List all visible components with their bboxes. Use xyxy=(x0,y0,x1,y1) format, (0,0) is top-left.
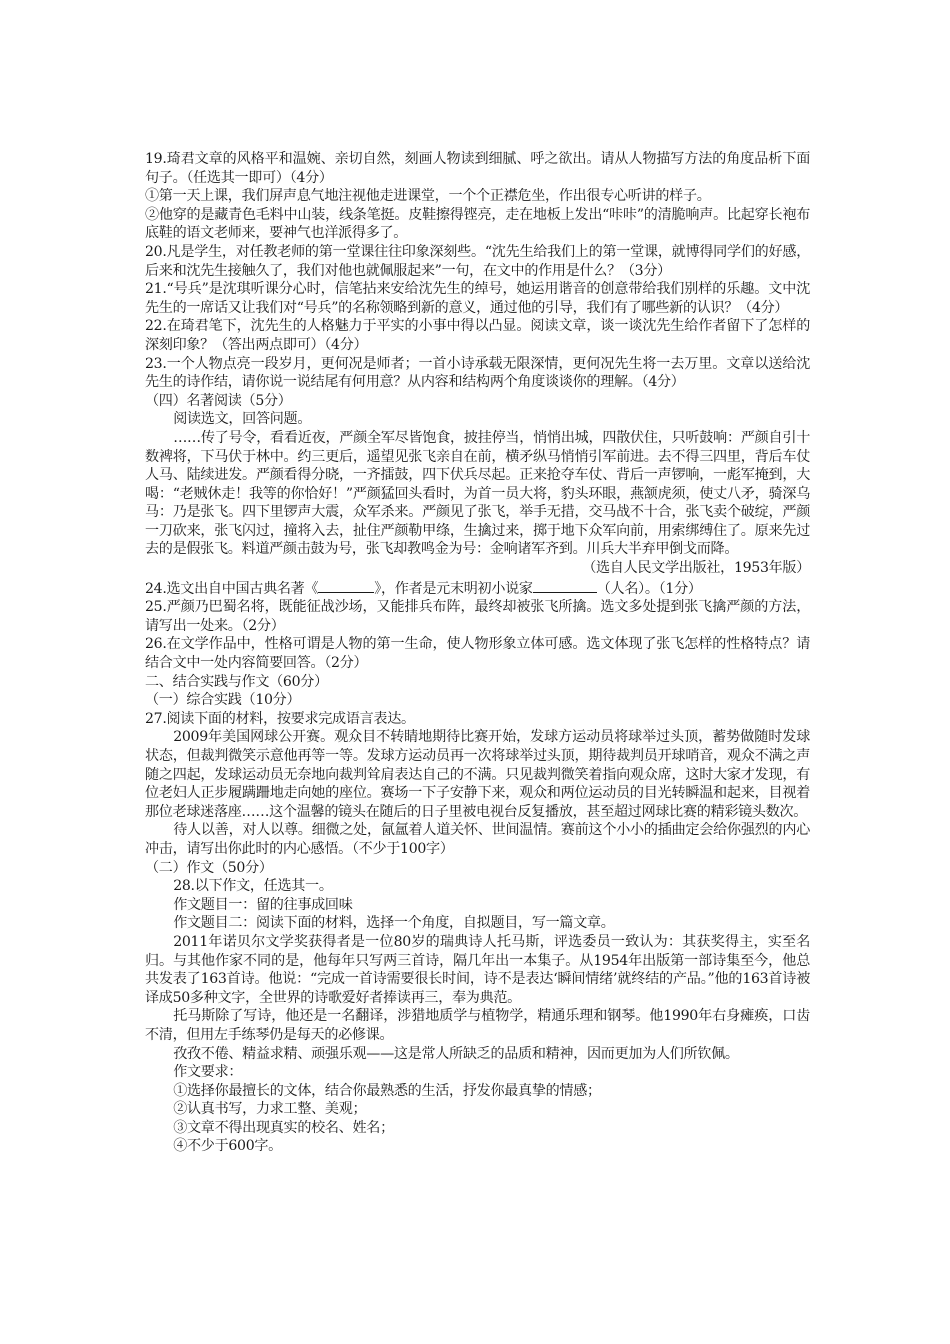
material-paragraph-3: 孜孜不倦、精益求精、顽强乐观——这是常人所缺乏的品质和精神，因而更加为人们所钦佩。 xyxy=(173,1045,739,1062)
question-24-part-c: （人名）。（1分） xyxy=(596,580,702,597)
author-name-blank[interactable] xyxy=(533,578,597,593)
question-24-part-a: 24.选文出自中国古典名著《 xyxy=(145,580,319,597)
question-19-sentence-1: ①第一天上课，我们屏声息气地注视他走进课堂，一个个正襟危坐，作出很专心听讲的样子。 xyxy=(145,188,711,205)
question-20: 20.凡是学生，对任教老师的第一堂课往往印象深刻些。“沈先生给我们上的第一堂课，就博得同学们的好感，后来和沈先生接触久了，我们对他也就佩服起来”一句，在文中的作用是什么？（3分） xyxy=(145,243,810,279)
section-4-instruction: 阅读选文，回答问题。 xyxy=(173,411,312,428)
book-title-blank[interactable] xyxy=(318,578,374,593)
exam-page xyxy=(145,150,810,1156)
requirement-4: ④不少于600字。 xyxy=(173,1138,282,1155)
question-28: 28.以下作文，任选其一。 xyxy=(173,878,333,895)
composition-heading: （二）作文（50分） xyxy=(145,859,273,876)
question-27: 27.阅读下面的材料，按要求完成语言表达。 xyxy=(145,710,415,727)
tennis-material: 2009年美国网球公开赛。观众目不转睛地期待比赛开始，发球方运动员将球举过头顶，蓄势做随时发球状态，但裁判微笑示意他再等一等。发球方运动员再一次将球举过头顶，期待裁判员开球哨音，观众不满之声随之四起，发球运动员无奈地向裁判耸肩表达自己的不满。只见裁判微笑着指向观众席，这时大家才发现，有位老妇人正步履蹒跚地走向她的座位。赛场一下子安静下来，观众和两位运动员的目光转瞬温和起来，目视着那位老球迷落座……这个温馨的镜头在随后的日子里被电视台反复播放，甚至超过网球比赛的精彩镜头数次。 xyxy=(145,729,810,820)
question-23: 23.一个人物点亮一段岁月，更何况是师者；一首小诗承载无限深情，更何况先生将一去万里。文章以送给沈先生的诗作结，请你说一说结尾有何用意？从内容和结构两个角度谈谈你的理解。（4分） xyxy=(145,355,810,391)
section-4-heading: （四）名著阅读（5分） xyxy=(145,392,292,409)
question-19: 19.琦君文章的风格平和温婉、亲切自然，刻画人物读到细腻、呼之欲出。请从人物描写方法的角度品析下面句子。（任选其一即可）（4分） xyxy=(145,151,810,186)
requirement-3: ③文章不得出现真实的校名、姓名； xyxy=(173,1119,394,1136)
composition-topic-2: 作文题目二：阅读下面的材料，选择一个角度，自拟题目，写一篇文章。 xyxy=(173,915,615,932)
material-paragraph-2: 托马斯除了写诗，他还是一名翻译，涉猎地质学与植物学，精通乐理和钢琴。他1990年右身瘫痪，口齿不清，但用左手练琴仍是每天的必修课。 xyxy=(145,1008,810,1043)
question-24 xyxy=(145,578,810,599)
requirement-2: ②认真书写，力求工整、美观； xyxy=(173,1101,367,1118)
composition-topic-1: 作文题目一：留的往事成回味 xyxy=(173,896,353,913)
practice-heading: （一）综合实践（10分） xyxy=(145,692,301,709)
question-19-sentence-2: ②他穿的是藏青色毛料中山装，线条笔挺。皮鞋擦得铿亮，走在地板上发出“咔咔”的清脆响声。比起穿长袍布底鞋的语文老师来，要神气也洋派得多了。 xyxy=(145,206,810,242)
question-24-part-b: 》，作者是元末明初小说家 xyxy=(374,580,533,597)
material-paragraph-1: 2011年诺贝尔文学奖获得者是一位80岁的瑞典诗人托马斯，评选委员一致认为：其获奖得主，实至名归。与其他作家不同的是，他每年只写两三首诗，隔几年出一本集子。从1954年出版第一部诗集至今，他总共发表了163首诗。他说：“完成一首诗需要很长时间，诗不是表达‘瞬间情绪’就终结的产品。”他的163首诗被译成50多种文字，全世界的诗歌爱好者捧读再三，奉为典范。 xyxy=(145,933,810,1006)
question-21: 21.“号兵”是沈琪听课分心时，信笔拈来安给沈先生的绰号，她运用谐音的创意带给我们别样的乐趣。文中沈先生的一席话又让我们对“号兵”的名称领略到新的意义，通过他的引导，我们有了哪些新的认识？（4分） xyxy=(145,281,810,316)
question-27-task: 待人以善，对人以尊。细微之处，氤氲着人道关怀、世间温情。赛前这个小小的插曲定会给你强烈的内心冲击，请写出你此时的内心感悟。（不少于100字） xyxy=(145,822,810,857)
part-2-heading: 二、结合实践与作文（60分） xyxy=(145,673,328,690)
requirements-title: 作文要求： xyxy=(173,1064,243,1081)
requirement-1: ①选择你最擅长的文体，结合你最熟悉的生活，抒发你最真挚的情感； xyxy=(173,1082,601,1099)
question-25: 25.严颜乃巴蜀名将，既能征战沙场，又能排兵布阵，最终却被张飞所擒。选文多处提到张飞擒严颜的方法，请写出一处来。（2分） xyxy=(145,599,810,634)
question-26: 26.在文学作品中，性格可谓是人物的第一生命，使人物形象立体可感。选文体现了张飞怎样的性格特点？请结合文中一处内容简要回答。（2分） xyxy=(145,636,810,672)
question-22: 22.在琦君笔下，沈先生的人格魅力于平实的小事中得以凸显。阅读文章，谈一谈沈先生给作者留下了怎样的深刻印象？（答出两点即可）（4分） xyxy=(145,318,810,353)
classic-passage: ……传了号令，看看近夜，严颜全军尽皆饱食，披挂停当，悄悄出城，四散伏住，只听鼓响：严颜自引十数裨将，下马伏于林中。约三更后，遥望见张飞亲自在前，横矛纵马悄悄引军前进。去不得三四里，背后车仗人马、陆续进发。严颜看得分晓，一齐擂鼓，四下伏兵尽起。正来抢夺车仗、背后一声锣响，一彪军掩到，大喝：“老贼休走！我等的你恰好！”严颜猛回头看时，为首一员大将，豹头环眼，燕颔虎须，使丈八矛，骑深乌马：乃是张飞。四下里锣声大震，众军杀来。严颜见了张飞，举手无措，交马战不十合，张飞卖个破绽，严颜一刀砍来，张飞闪过，撞将入去，扯住严颜勒甲绦，生擒过来，掷于地下众军向前，用索绑缚住了。原来先过去的是假张飞。料道严颜击鼓为号，张飞却教鸣金为号：金响诸军齐到。川兵大半弃甲倒戈而降。 xyxy=(145,429,810,558)
passage-source: （选自人民文学出版社，1953年版） xyxy=(582,560,810,577)
